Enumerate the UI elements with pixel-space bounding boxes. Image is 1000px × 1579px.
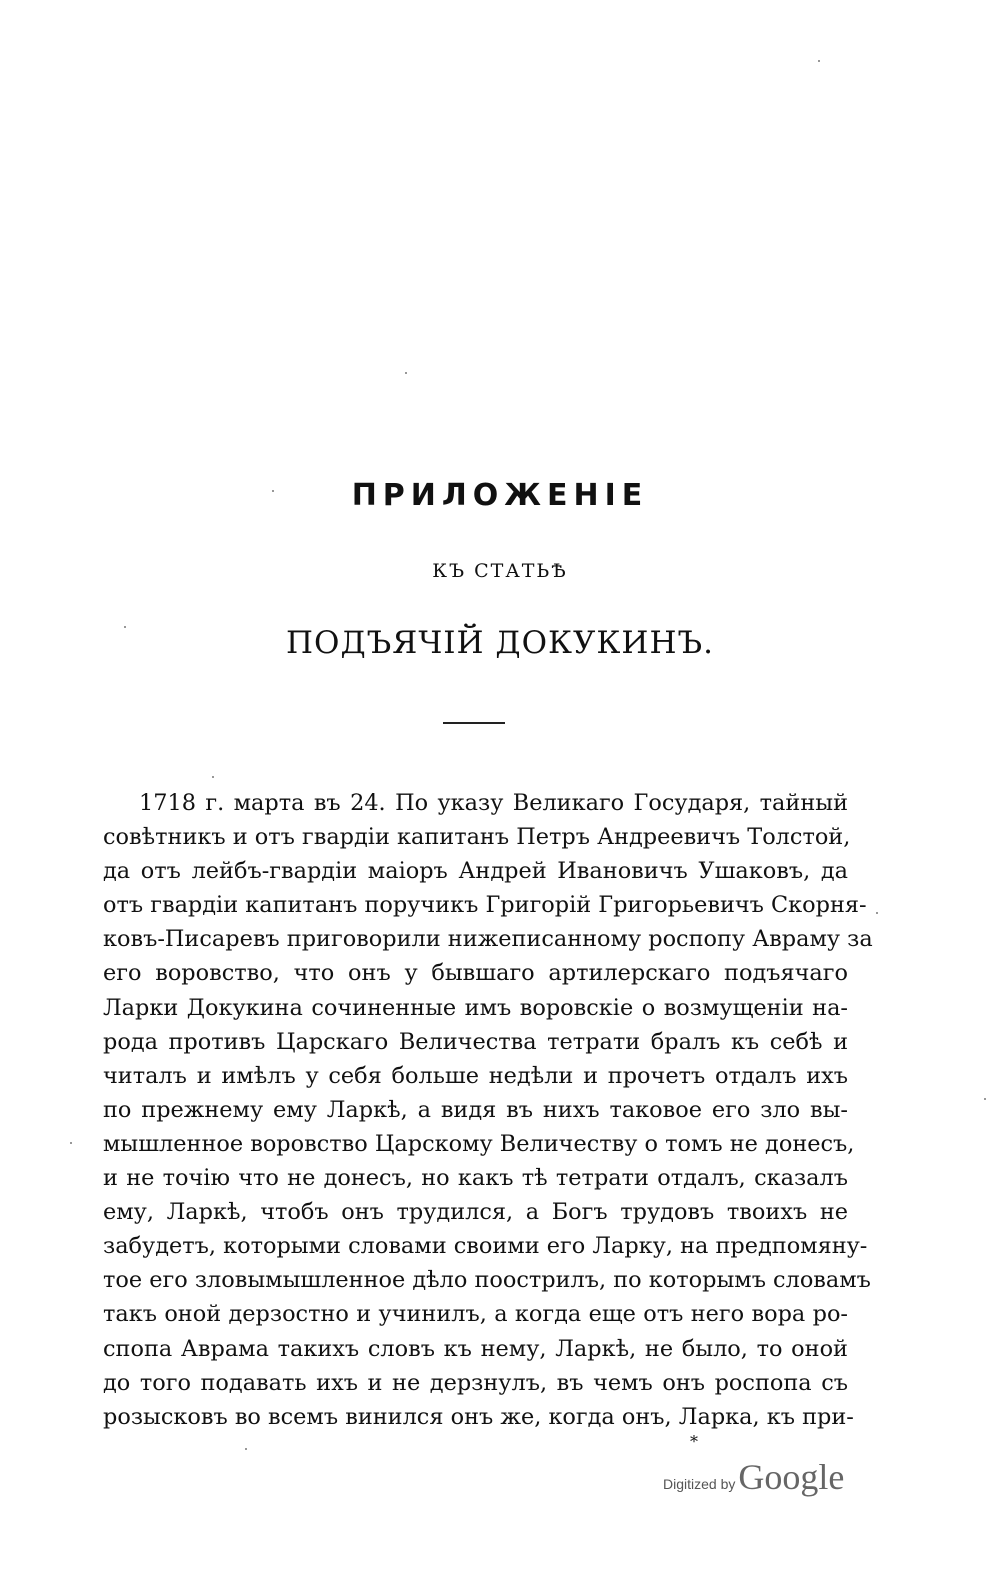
text-line: читалъ и имѣлъ у себя больше недѣли и прочетъ отдалъ ихъ [103,1062,848,1089]
page-title: ПРИЛОЖЕНІЕ [351,478,649,513]
stamp-prefix: Digitized by [663,1476,736,1492]
text-line: забудетъ, которыми словами своими его Ларку, на предпомяну- [103,1233,868,1260]
text-line: спопа Аврама такихъ словъ къ нему, Ларкѣ, не было, то оной [103,1335,848,1362]
article-heading: ПОДЪЯЧІЙ ДОКУКИНЪ. [286,625,714,661]
scan-speck [876,912,878,914]
scan-speck [124,626,126,628]
text-line: до того подавать ихъ и не дерзнулъ, въ чемъ онъ роспопа съ [103,1369,848,1396]
section-divider [443,722,505,724]
text-line: Ларки Докукина сочиненные имъ воровскіе о возмущеніи на- [103,994,848,1021]
page-subtitle: КЪ СТАТЬѢ [432,560,568,582]
scan-speck [818,60,820,62]
footer-mark: * [690,1432,698,1451]
scan-speck [272,490,274,492]
text-line: рода противъ Царскаго Величества тетрати бралъ къ себѣ и [103,1028,848,1055]
scan-speck [245,1448,247,1450]
text-line: такъ оной дерзостно и учинилъ, а когда еще отъ него вора ро- [103,1301,848,1328]
text-line: мышленное воровство Царскому Величеству о томъ не донесъ, [103,1130,855,1157]
digitization-stamp [663,1456,844,1496]
text-line: его воровство, что онъ у бывшаго артилерскаго подъячаго [103,960,848,987]
scan-speck [405,372,407,374]
stamp-brand-logo: Google [738,1457,845,1497]
text-line: тое его зловымышленное дѣло поострилъ, по которымъ словамъ [103,1267,871,1294]
body-paragraph [103,786,873,1434]
scan-speck [984,1098,986,1100]
scan-speck [212,776,214,778]
text-line: розысковъ во всемъ винился онъ же, когда онъ, Ларка, къ при- [103,1403,854,1430]
text-line: ковъ-Писаревъ приговорили нижеписанному роспопу Авраму за [103,926,873,953]
text-line: ему, Ларкѣ, чтобъ онъ трудился, а Богъ трудовъ твоихъ не [103,1199,848,1226]
text-line: совѣтникъ и отъ гвардіи капитанъ Петръ Андреевичъ Толстой, [103,824,851,851]
text-line: да отъ лейбъ-гвардіи маіоръ Андрей Ивановичъ Ушаковъ, да [103,858,848,885]
text-line: и не точію что не донесъ, но какъ тѣ тетрати отдалъ, сказалъ [103,1165,848,1192]
text-line: 1718 г. марта въ 24. По указу Великаго Государя, тайный [139,790,848,816]
scan-speck [70,1142,72,1144]
text-line: отъ гвардіи капитанъ поручикъ Григорій Григорьевичъ Скорня- [103,892,867,919]
text-line: по прежнему ему Ларкѣ, а видя въ нихъ таковое его зло вы- [103,1096,848,1123]
